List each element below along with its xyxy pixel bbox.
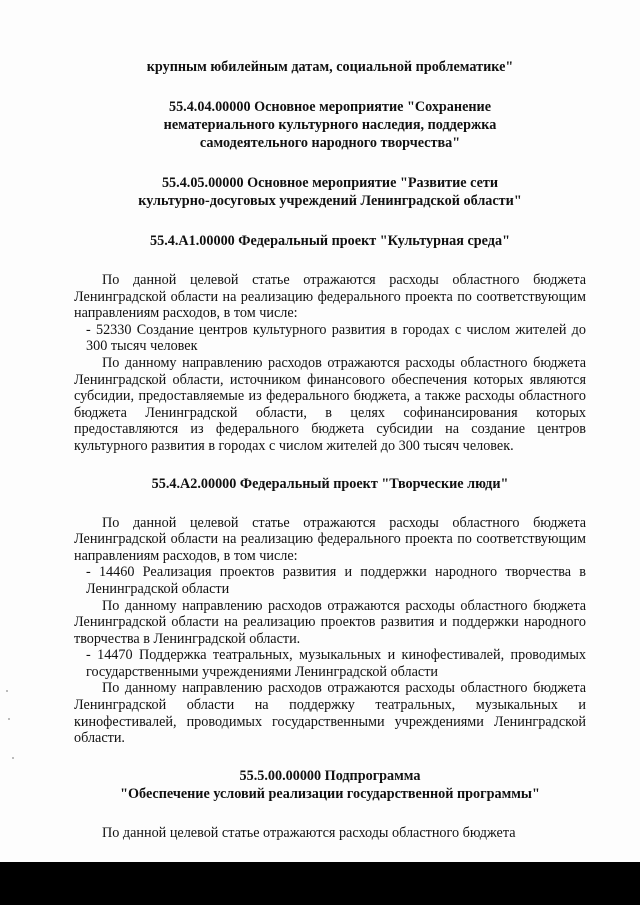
list-item: - 14470 Поддержка театральных, музыкальных и кинофестивалей, проводимых государственными учреждениями Ленинградской области	[86, 647, 586, 680]
heading-line: культурно-досуговых учреждений Ленинградской области"	[138, 193, 522, 209]
list-item: - 52330 Создание центров культурного развития в городах с числом жителей до 300 тысяч человек	[86, 321, 586, 355]
heading-55-4-A1: 55.4.A1.00000 Федеральный проект "Культурная среда"	[150, 233, 510, 249]
heading-line: "Обеспечение условий реализации государственной программы"	[120, 785, 540, 802]
heading-55-4-04	[74, 98, 586, 152]
paragraph: По данной целевой статье отражаются расходы областного бюджета Ленинградской области на реализацию федерального проекта по соответствующим направлениям расходов, в том числе:	[74, 514, 586, 564]
paragraph: По данной целевой статье отражаются расходы областного бюджета Ленинградской области на реализацию федерального проекта по соответствующим направлениям расходов, в том числе:	[74, 272, 586, 322]
paragraph: По данному направлению расходов отражаются расходы областного бюджета Ленинградской области на поддержку театральных, музыкальных и кинофестивалей, проводимых государственными учреждениями Ленинградской области.	[74, 680, 586, 747]
heading-55-5-00	[74, 767, 586, 803]
heading-line: 55.4.05.00000 Основное мероприятие "Развитие сети	[161, 175, 499, 191]
heading-55-4-A2: 55.4.A2.00000 Федеральный проект "Творческие люди"	[151, 475, 509, 492]
scan-speck	[12, 757, 14, 759]
heading-line: 55.5.00.00000 Подпрограмма	[239, 767, 421, 784]
heading-55-4-05	[74, 174, 586, 210]
heading-line: 55.4.04.00000 Основное мероприятие "Сохранение	[168, 99, 492, 115]
heading-continuation: крупным юбилейным датам, социальной проблематике"	[146, 59, 514, 75]
paragraph: По данному направлению расходов отражаются расходы областного бюджета Ленинградской области на реализацию проектов развития и поддержки народного творчества в Ленинградской области.	[74, 597, 586, 647]
heading-line: самодеятельного народного творчества"	[199, 135, 461, 151]
list-item: - 14460 Реализация проектов развития и поддержки народного творчества в Ленинградской области	[86, 564, 586, 597]
heading-line: нематериального культурного наследия, поддержка	[163, 117, 497, 133]
scan-speck	[6, 690, 8, 692]
paragraph: По данному направлению расходов отражаются расходы областного бюджета Ленинградской области, источником финансового обеспечения которых являются субсидии, предоставляемые из федерального бюджета, а также расходы областного бюджета Ленинградской области, в целях софинансирования которых предоставляются из федерального бюджета субсидии на создание центров культурного развития в городах с числом жителей до 300 тысяч человек.	[74, 354, 586, 454]
document-content	[74, 58, 586, 841]
scan-speck	[8, 718, 10, 720]
scan-bottom-border	[0, 862, 640, 905]
paragraph: По данной целевой статье отражаются расходы областного бюджета	[102, 824, 516, 841]
